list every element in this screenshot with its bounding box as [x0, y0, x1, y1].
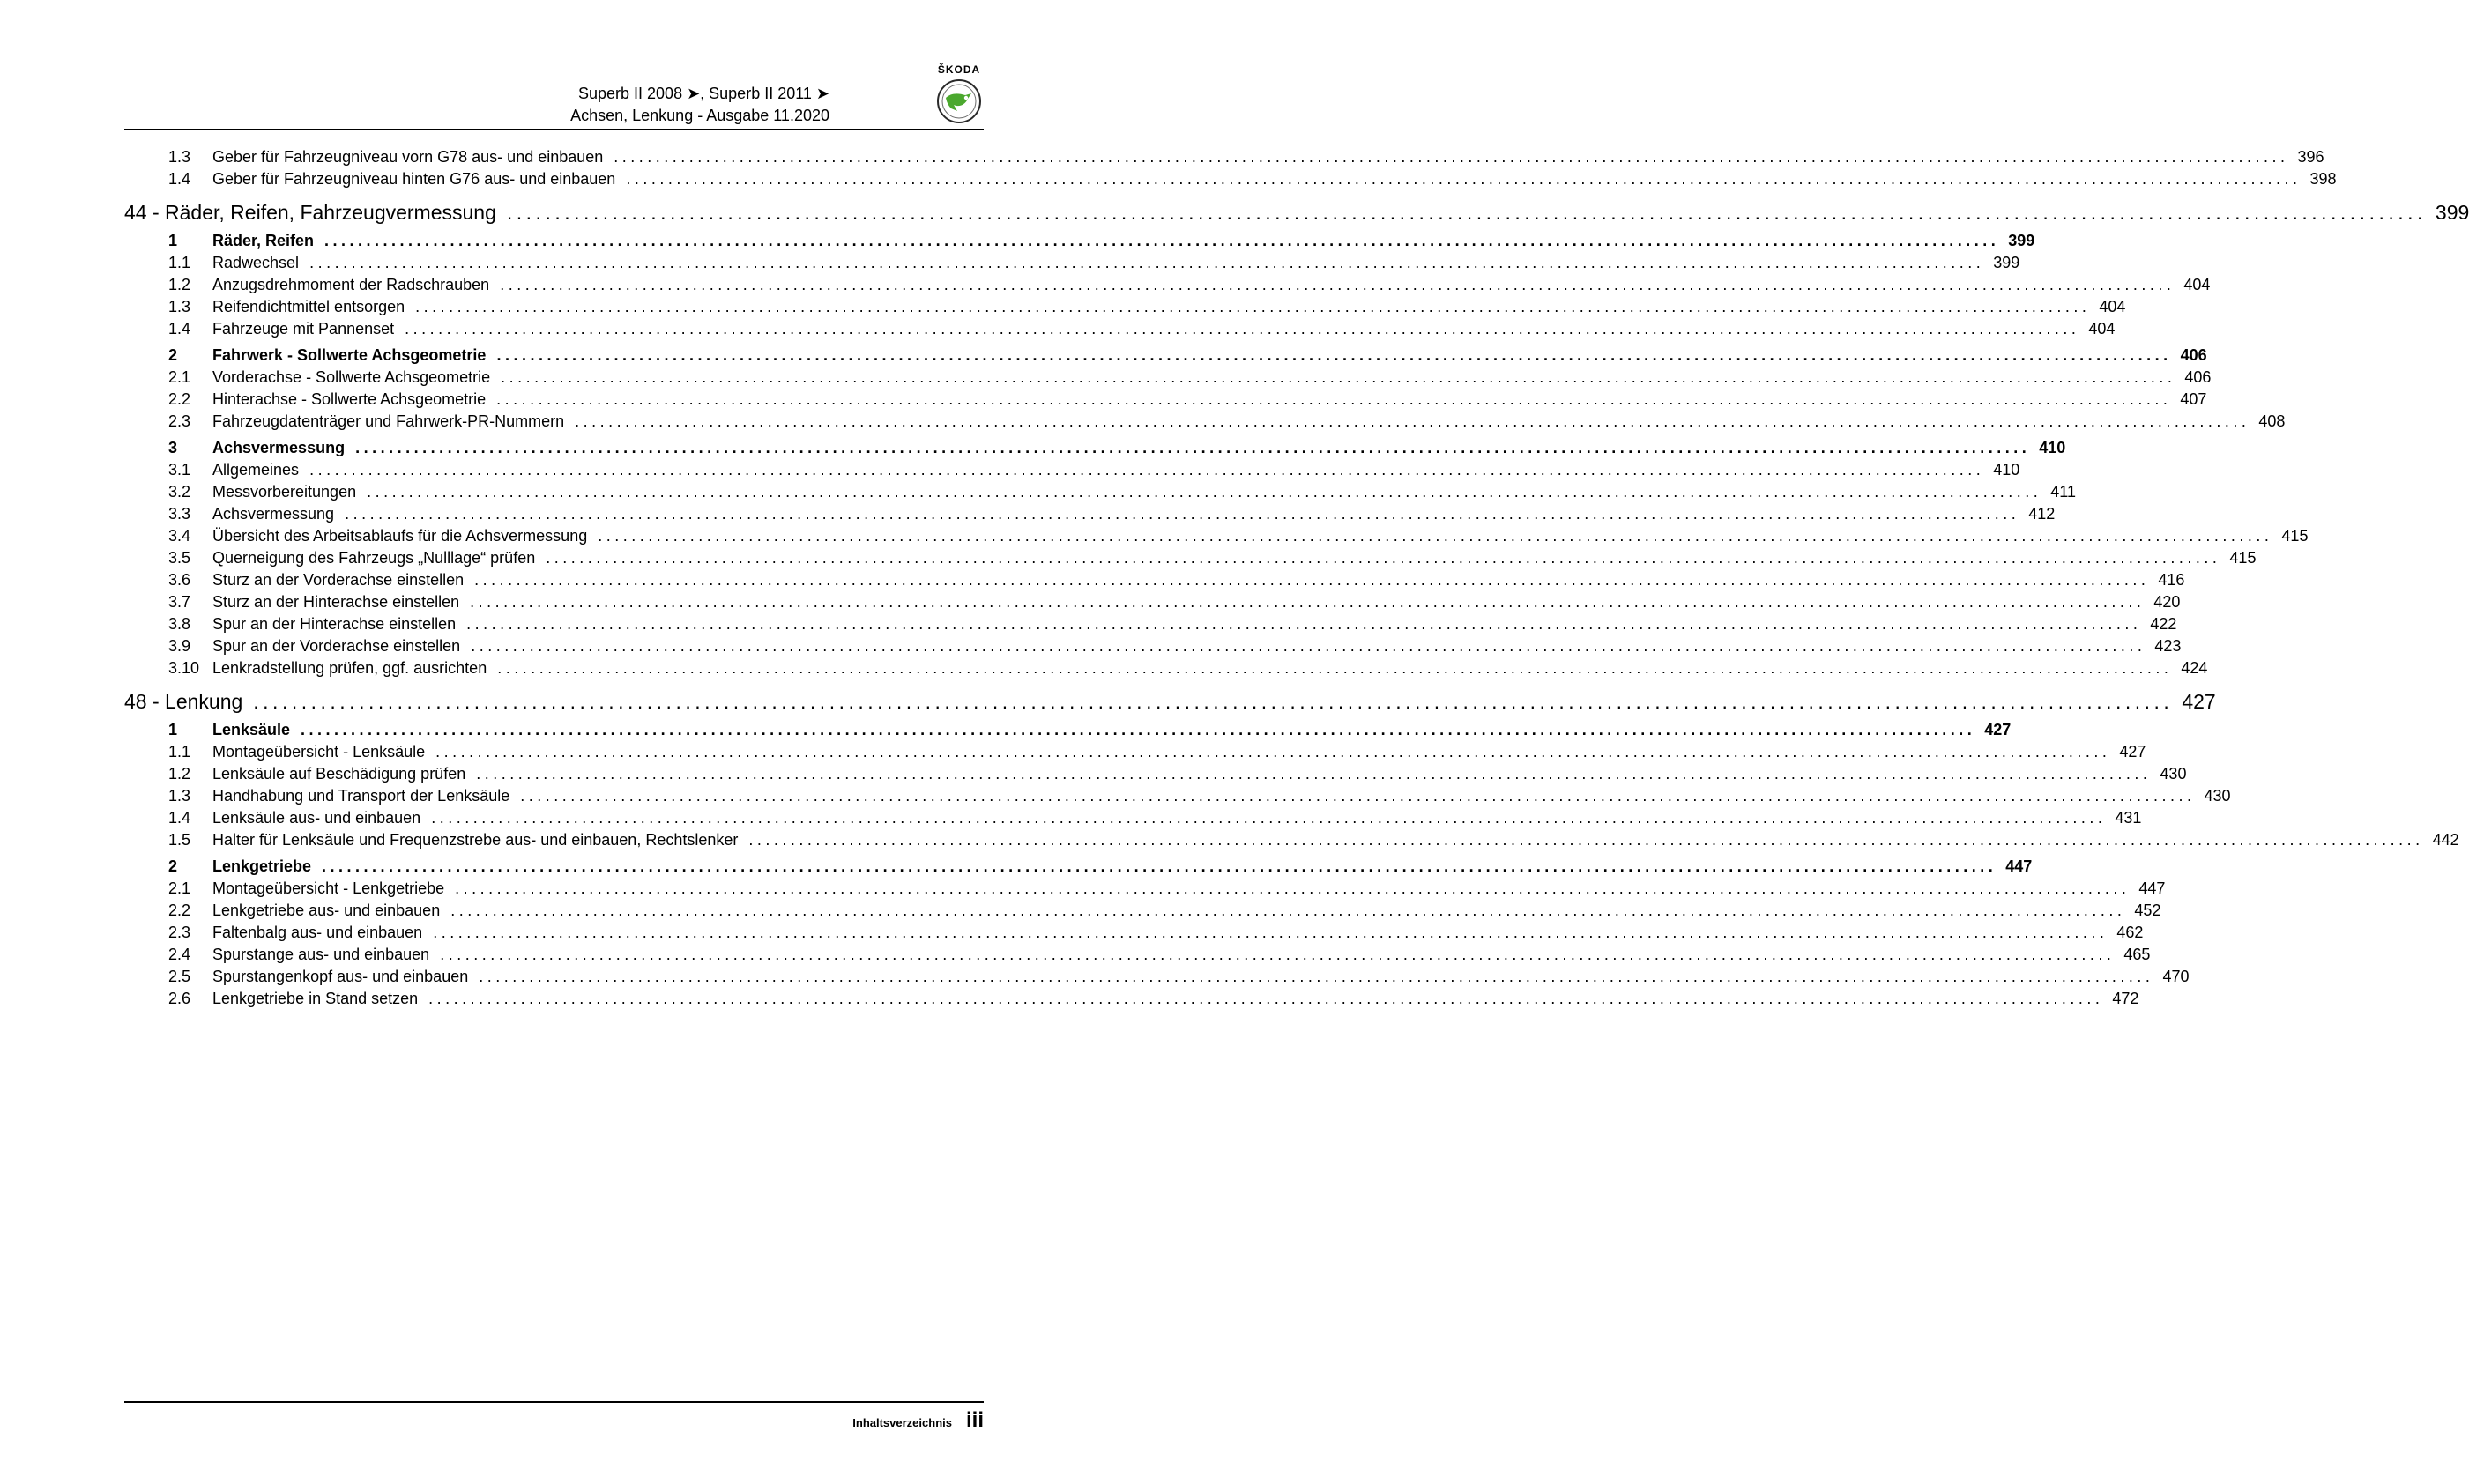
- toc-leader-dots: ........................................................................................................................................................................................................: [479, 968, 2154, 985]
- toc-entry-number: 2: [168, 857, 178, 875]
- toc-entry-page: 396: [2297, 148, 2324, 166]
- toc-entry-page: 415: [2229, 549, 2257, 567]
- toc-entry-row[interactable]: [124, 635, 2182, 657]
- toc-entry-page: 415: [2281, 527, 2309, 545]
- toc-entry-row[interactable]: [124, 944, 2151, 966]
- footer-page-number: iii: [965, 1408, 984, 1432]
- toc-leader-dots: ........................................................................................................................................................................................................: [355, 439, 2031, 456]
- toc-entry-row[interactable]: [124, 168, 2337, 190]
- toc-entry-number: 3.6: [168, 571, 191, 589]
- toc-entry-page: 427: [2119, 743, 2146, 761]
- toc-entry-number: 1: [168, 232, 178, 249]
- toc-entry-title: Fahrzeugdatenträger und Fahrwerk-PR-Nummern: [212, 412, 565, 430]
- toc-entry-title: Faltenbalg aus- und einbauen: [212, 924, 423, 941]
- toc-entry-row[interactable]: [124, 829, 2459, 851]
- toc-entry-number: 2.5: [168, 968, 191, 985]
- toc-entry-number: 2.3: [168, 924, 191, 941]
- toc-entry-page: 420: [2153, 593, 2181, 611]
- toc-entry-row[interactable]: [124, 613, 2177, 635]
- table-of-contents: [124, 146, 2469, 1010]
- toc-entry-page: 412: [2028, 505, 2056, 523]
- toc-entry-page: 404: [2099, 298, 2126, 315]
- toc-entry-number: 1.4: [168, 170, 191, 188]
- toc-entry-number: 2.3: [168, 412, 191, 430]
- header-model-line: Superb II 2008 ➤, Superb II 2011 ➤: [577, 85, 829, 102]
- toc-entry-title: Lenksäule: [212, 721, 291, 738]
- brand-logo-text: ŠKODA: [937, 63, 981, 76]
- toc-entry-page: 465: [2123, 946, 2151, 963]
- toc-entry-title: Querneigung des Fahrzeugs „Nulllage“ prüfen: [212, 549, 536, 567]
- toc-entry-title: Montageübersicht - Lenksäule: [212, 743, 426, 761]
- toc-entry-number: 2.1: [168, 368, 191, 386]
- toc-entry-title: Sturz an der Vorderachse einstellen: [212, 571, 465, 589]
- toc-entry-page: 404: [2088, 320, 2116, 338]
- toc-entry-number: 1.3: [168, 298, 191, 315]
- toc-entry-page: 406: [2180, 346, 2207, 364]
- toc-entry-title: Spur an der Hinterachse einstellen: [212, 615, 457, 633]
- toc-leader-dots: ........................................................................................................................................................................................................: [598, 527, 2273, 545]
- toc-entry-number: 2: [168, 346, 178, 364]
- header-subject-line: Achsen, Lenkung - Ausgabe 11.2020: [570, 107, 829, 124]
- toc-leader-dots: ........................................................................................................................................................................................................: [428, 990, 2104, 1007]
- toc-entry-number: 1.2: [168, 276, 191, 293]
- toc-leader-dots: ........................................................................................................................................................................................................: [496, 390, 2172, 408]
- toc-entry-number: 2.2: [168, 390, 191, 408]
- toc-entry-page: 470: [2162, 968, 2190, 985]
- toc-entry-row[interactable]: [124, 274, 2211, 296]
- toc-entry-number: 1.1: [168, 743, 191, 761]
- toc-entry-page: 442: [2432, 831, 2459, 849]
- toc-entry-number: 3.7: [168, 593, 191, 611]
- toc-entry-number: 1.3: [168, 148, 191, 166]
- toc-leader-dots: ........................................................................................................................................................................................................: [322, 857, 1997, 875]
- toc-entry-title: Lenkgetriebe aus- und einbauen: [212, 902, 441, 919]
- toc-leader-dots: ........................................................................................................................................................................................................: [501, 368, 2176, 386]
- brand-logo: [934, 63, 984, 124]
- toc-entry-page: 410: [1993, 461, 2020, 479]
- toc-entry-row[interactable]: [124, 591, 2181, 613]
- toc-entry-number: 3.9: [168, 637, 191, 655]
- toc-leader-dots: ........................................................................................................................................................................................................: [520, 787, 2196, 805]
- toc-section-row[interactable]: [124, 230, 2035, 252]
- toc-entry-row[interactable]: [124, 146, 2324, 168]
- toc-entry-number: 3.5: [168, 549, 191, 567]
- toc-entry-number: 3: [168, 439, 178, 456]
- toc-entry-row[interactable]: [124, 411, 2286, 433]
- toc-leader-dots: ........................................................................................................................................................................................................: [748, 831, 2424, 849]
- toc-leader-dots: ........................................................................................................................................................................................................: [500, 276, 2175, 293]
- toc-leader-dots: ........................................................................................................................................................................................................: [470, 593, 2146, 611]
- toc-entry-row[interactable]: [124, 657, 2208, 679]
- toc-entry-title: Montageübersicht - Lenkgetriebe: [212, 879, 445, 897]
- toc-entry-title: Lenkgetriebe in Stand setzen: [212, 990, 419, 1007]
- toc-entry-row[interactable]: [124, 296, 2126, 318]
- footer-section-label: Inhaltsverzeichnis: [852, 1416, 952, 1429]
- toc-entry-page: 447: [2138, 879, 2166, 897]
- toc-entry-title: Räder, Reifen: [212, 232, 315, 249]
- toc-entry-row[interactable]: [124, 878, 2166, 900]
- toc-leader-dots: ........................................................................................................................................................................................................: [431, 809, 2107, 827]
- toc-entry-title: Achsvermessung: [212, 439, 346, 456]
- toc-entry-row[interactable]: [124, 525, 2309, 547]
- toc-entry-row[interactable]: [124, 988, 2139, 1010]
- toc-entry-page: 430: [2160, 765, 2187, 783]
- toc-leader-dots: ........................................................................................................................................................................................................: [450, 902, 2126, 919]
- toc-entry-row[interactable]: [124, 741, 2146, 763]
- toc-entry-page: 462: [2116, 924, 2144, 941]
- toc-entry-row[interactable]: [124, 966, 2190, 988]
- toc-leader-dots: ........................................................................................................................................................................................................: [471, 637, 2146, 655]
- toc-entry-row[interactable]: [124, 481, 2076, 503]
- toc-entry-row[interactable]: [124, 922, 2144, 944]
- toc-entry-page: 472: [2112, 990, 2139, 1007]
- toc-leader-dots: ........................................................................................................................................................................................................: [546, 549, 2221, 567]
- toc-section-row[interactable]: [124, 719, 2012, 741]
- toc-entry-number: 2.6: [168, 990, 191, 1007]
- toc-leader-dots: ........................................................................................................................................................................................................: [301, 721, 1976, 738]
- toc-entry-page: 406: [2184, 368, 2212, 386]
- toc-entry-row[interactable]: [124, 807, 2142, 829]
- toc-entry-title: Spurstange aus- und einbauen: [212, 946, 430, 963]
- toc-entry-page: 431: [2115, 809, 2142, 827]
- toc-leader-dots: ........................................................................................................................................................................................................: [309, 254, 1985, 271]
- footer-divider: [124, 1401, 984, 1403]
- toc-entry-number: 3.3: [168, 505, 191, 523]
- toc-entry-title: Fahrzeuge mit Pannenset: [212, 320, 395, 338]
- toc-entry-row[interactable]: [124, 389, 2207, 411]
- toc-entry-page: 427: [1984, 721, 2012, 738]
- toc-leader-dots: ........................................................................................................................................................................................................: [466, 615, 2142, 633]
- toc-leader-dots: ........................................................................................................................................................................................................: [440, 946, 2116, 963]
- toc-leader-dots: ........................................................................................................................................................................................................: [433, 924, 2108, 941]
- document-header: [570, 83, 829, 127]
- toc-section-row[interactable]: [124, 437, 2066, 459]
- toc-entry-row[interactable]: [124, 367, 2212, 389]
- toc-entry-number: 1.1: [168, 254, 191, 271]
- toc-entry-page: 422: [2150, 615, 2177, 633]
- toc-entry-title: Lenksäule aus- und einbauen: [212, 809, 421, 827]
- toc-entry-page: 407: [2180, 390, 2207, 408]
- toc-entry-title: Hinterachse - Sollwerte Achsgeometrie: [212, 390, 487, 408]
- toc-leader-dots: ........................................................................................................................................................................................................: [614, 148, 2289, 166]
- toc-entry-number: 1.4: [168, 320, 191, 338]
- toc-entry-title: 48 - Lenkung: [124, 690, 243, 713]
- toc-entry-row[interactable]: [124, 318, 2116, 340]
- toc-leader-dots: ........................................................................................................................................................................................................: [506, 201, 2427, 224]
- toc-entry-number: 3.10: [168, 659, 200, 677]
- toc-entry-row[interactable]: [124, 547, 2257, 569]
- toc-entry-number: 1: [168, 721, 178, 738]
- toc-entry-page: 427: [2182, 690, 2216, 713]
- toc-leader-dots: ........................................................................................................................................................................................................: [497, 659, 2173, 677]
- toc-entry-title: Lenkgetriebe: [212, 857, 312, 875]
- toc-entry-row[interactable]: [124, 900, 2161, 922]
- toc-entry-page: 399: [2008, 232, 2035, 249]
- toc-chapter-row[interactable]: [124, 688, 2216, 715]
- toc-entry-page: 424: [2181, 659, 2208, 677]
- toc-leader-dots: ........................................................................................................................................................................................................: [626, 170, 2302, 188]
- toc-entry-title: Geber für Fahrzeugniveau hinten G76 aus- und einbauen: [212, 170, 616, 188]
- toc-entry-title: Sturz an der Hinterachse einstellen: [212, 593, 460, 611]
- toc-entry-title: Reifendichtmittel entsorgen: [212, 298, 405, 315]
- toc-entry-page: 416: [2158, 571, 2185, 589]
- toc-leader-dots: ........................................................................................................................................................................................................: [345, 505, 2020, 523]
- toc-leader-dots: ........................................................................................................................................................................................................: [575, 412, 2250, 430]
- toc-section-row[interactable]: [124, 345, 2207, 367]
- toc-entry-number: 3.8: [168, 615, 191, 633]
- toc-entry-number: 1.4: [168, 809, 191, 827]
- toc-leader-dots: ........................................................................................................................................................................................................: [474, 571, 2150, 589]
- toc-entry-title: Geber für Fahrzeugniveau vorn G78 aus- und einbauen: [212, 148, 604, 166]
- toc-entry-title: Lenkradstellung prüfen, ggf. ausrichten: [212, 659, 487, 677]
- toc-entry-row[interactable]: [124, 252, 2020, 274]
- header-divider: [124, 129, 984, 130]
- toc-leader-dots: ........................................................................................................................................................................................................: [496, 346, 2172, 364]
- toc-entry-number: 1.2: [168, 765, 191, 783]
- toc-entry-row[interactable]: [124, 763, 2187, 785]
- toc-leader-dots: ........................................................................................................................................................................................................: [405, 320, 2080, 338]
- toc-entry-page: 410: [2039, 439, 2066, 456]
- toc-leader-dots: ........................................................................................................................................................................................................: [415, 298, 2091, 315]
- toc-entry-page: 399: [1993, 254, 2020, 271]
- toc-entry-row[interactable]: [124, 785, 2231, 807]
- toc-entry-title: 44 - Räder, Reifen, Fahrzeugvermessung: [124, 201, 496, 224]
- toc-entry-title: Spur an der Vorderachse einstellen: [212, 637, 461, 655]
- toc-entry-number: 1.3: [168, 787, 191, 805]
- toc-entry-title: Handhabung und Transport der Lenksäule: [212, 787, 510, 805]
- page-footer: [852, 1408, 984, 1433]
- toc-entry-title: Vorderachse - Sollwerte Achsgeometrie: [212, 368, 491, 386]
- toc-entry-page: 408: [2258, 412, 2286, 430]
- toc-leader-dots: ........................................................................................................................................................................................................: [476, 765, 2152, 783]
- toc-leader-dots: ........................................................................................................................................................................................................: [367, 483, 2042, 501]
- toc-entry-number: 3.1: [168, 461, 191, 479]
- toc-entry-page: 399: [2435, 201, 2469, 224]
- toc-entry-page: 430: [2204, 787, 2231, 805]
- toc-entry-number: 3.4: [168, 527, 191, 545]
- toc-entry-number: 2.1: [168, 879, 191, 897]
- toc-entry-title: Achsvermessung: [212, 505, 335, 523]
- toc-entry-row[interactable]: [124, 459, 2020, 481]
- toc-entry-title: Radwechsel: [212, 254, 300, 271]
- toc-section-row[interactable]: [124, 856, 2033, 878]
- toc-leader-dots: ........................................................................................................................................................................................................: [309, 461, 1985, 479]
- toc-entry-title: Lenksäule auf Beschädigung prüfen: [212, 765, 466, 783]
- toc-entry-title: Allgemeines: [212, 461, 300, 479]
- toc-leader-dots: ........................................................................................................................................................................................................: [435, 743, 2111, 761]
- toc-entry-title: Messvorbereitungen: [212, 483, 357, 501]
- toc-entry-number: 2.4: [168, 946, 191, 963]
- toc-entry-row[interactable]: [124, 503, 2056, 525]
- skoda-emblem-icon: [936, 78, 982, 124]
- toc-entry-page: 452: [2134, 902, 2161, 919]
- toc-entry-number: 2.2: [168, 902, 191, 919]
- toc-entry-page: 398: [2309, 170, 2337, 188]
- toc-leader-dots: ........................................................................................................................................................................................................: [253, 690, 2174, 713]
- toc-entry-page: 411: [2050, 483, 2076, 501]
- toc-entry-title: Spurstangenkopf aus- und einbauen: [212, 968, 469, 985]
- toc-entry-page: 404: [2183, 276, 2211, 293]
- toc-entry-title: Anzugsdrehmoment der Radschrauben: [212, 276, 490, 293]
- toc-entry-title: Übersicht des Arbeitsablaufs für die Achsvermessung: [212, 527, 588, 545]
- toc-entry-title: Fahrwerk - Sollwerte Achsgeometrie: [212, 346, 487, 364]
- toc-entry-number: 3.2: [168, 483, 191, 501]
- toc-entry-row[interactable]: [124, 569, 2185, 591]
- toc-entry-page: 447: [2005, 857, 2033, 875]
- toc-entry-page: 423: [2154, 637, 2182, 655]
- toc-entry-title: Halter für Lenksäule und Frequenzstrebe aus- und einbauen, Rechtslenker: [212, 831, 739, 849]
- toc-leader-dots: ........................................................................................................................................................................................................: [324, 232, 2000, 249]
- toc-chapter-row[interactable]: [124, 199, 2469, 226]
- toc-entry-number: 1.5: [168, 831, 191, 849]
- toc-leader-dots: ........................................................................................................................................................................................................: [455, 879, 2131, 897]
